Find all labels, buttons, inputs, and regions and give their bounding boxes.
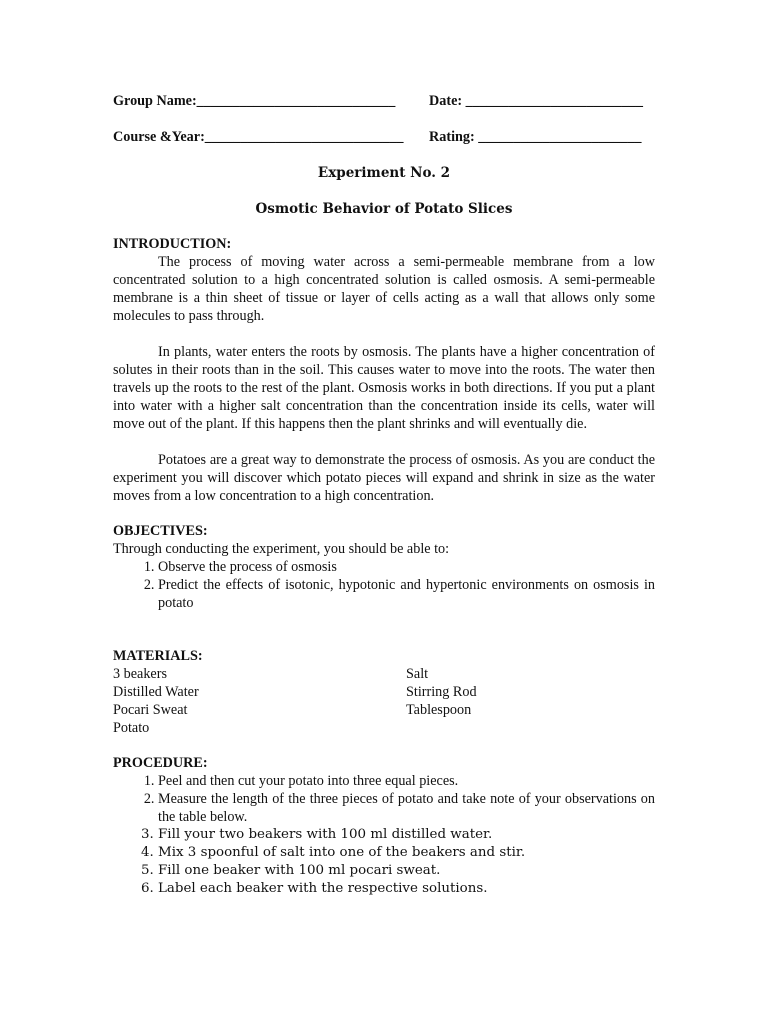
procedure-step: 5. Fill one beaker with 100 ml pocari sweat.: [158, 862, 655, 880]
objectives-lead: Through conducting the experiment, you should be able to:: [113, 541, 450, 557]
procedure-step: 2. Measure the length of the three pieces of potato and take note of your observations on the table below.: [158, 790, 655, 826]
header-row-1: [113, 92, 655, 110]
header-row-2: [113, 128, 655, 146]
procedure-step: 1. Peel and then cut your potato into three equal pieces.: [158, 772, 655, 790]
procedure-heading: PROCEDURE:: [113, 755, 208, 771]
objectives-list: [113, 558, 655, 612]
materials-heading: MATERIALS:: [113, 648, 203, 664]
objectives-heading: OBJECTIVES:: [113, 523, 208, 539]
material-item: Salt: [406, 666, 429, 682]
material-item: Pocari Sweat: [113, 702, 188, 718]
materials-left-column: [113, 665, 199, 737]
procedure-step: 6. Label each beaker with the respective solutions.: [158, 880, 655, 898]
material-item: 3 beakers: [113, 666, 167, 682]
procedure-step: 4. Mix 3 spoonful of salt into one of the beakers and stir.: [158, 844, 655, 862]
intro-paragraph-1: The process of moving water across a semi-permeable membrane from a low concentrated solution to a high concentrated solution is called osmosis. A semi-permeable membrane is a thin sheet of tissue or layer of cells acting as a wall that allows only some molecules to pass through.: [113, 254, 655, 324]
experiment-number: Experiment No. 2: [317, 165, 451, 181]
rating-field: Rating: _______________________: [429, 129, 642, 145]
experiment-title: Osmotic Behavior of Potato Slices: [255, 201, 513, 217]
intro-paragraph-3: Potatoes are a great way to demonstrate the process of osmosis. As you are conduct the experiment you will discover which potato pieces will expand and shrink in size as the water moves from a low concentration to a high concentration.: [113, 452, 655, 504]
materials-list: [113, 665, 655, 737]
procedure-step: 3. Fill your two beakers with 100 ml distilled water.: [158, 826, 655, 844]
course-year-field: Course &Year:____________________________: [113, 129, 404, 145]
procedure-list: [113, 772, 655, 898]
materials-right-column: [406, 665, 477, 719]
material-item: Distilled Water: [113, 684, 199, 700]
material-item: Tablespoon: [406, 702, 472, 718]
material-item: Stirring Rod: [406, 684, 477, 700]
introduction-heading: INTRODUCTION:: [113, 236, 232, 252]
document-page: [113, 92, 655, 898]
intro-paragraph-2: In plants, water enters the roots by osmosis. The plants have a higher concentration of solutes in their roots than in the soil. This causes water to move into the roots. The water then travels up the roots to the rest of the plant. Osmosis works in both directions. If you put a plant into water with a higher salt concentration than the concentration inside its cells, water will move out of the plant. If this happens then the plant shrinks and will eventually die.: [113, 344, 655, 432]
material-item: Potato: [113, 720, 150, 736]
objective-item: 1. Observe the process of osmosis: [158, 558, 655, 576]
group-name-field: Group Name:____________________________: [113, 93, 396, 109]
date-field: Date: _________________________: [429, 93, 643, 109]
objective-item: 2. Predict the effects of isotonic, hypotonic and hypertonic environments on osmosis in potato: [158, 576, 655, 612]
